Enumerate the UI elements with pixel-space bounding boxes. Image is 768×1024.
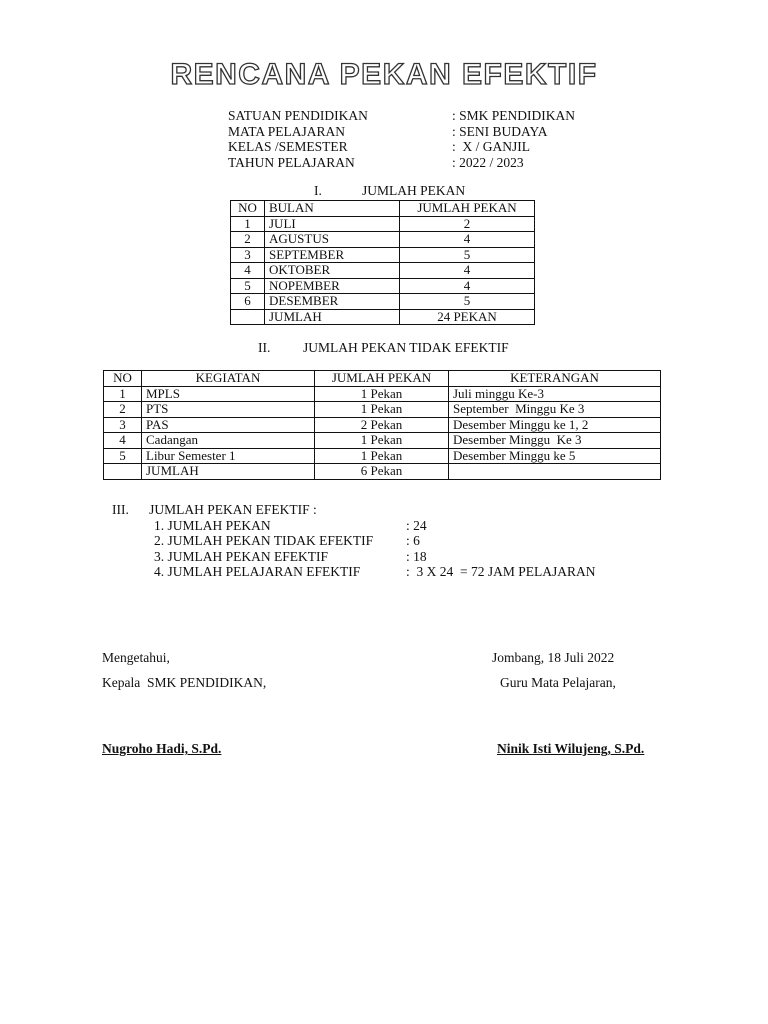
table-row — [104, 433, 661, 449]
cell-jumlah: 1 Pekan — [315, 386, 449, 402]
cell-bulan: AGUSTUS — [265, 232, 400, 248]
signature-right-line1: Jombang, 18 Juli 2022 — [492, 650, 615, 665]
cell-keterangan: Desember Minggu ke 5 — [449, 448, 661, 464]
cell-empty — [449, 464, 661, 480]
cell-no: 2 — [104, 402, 142, 418]
cell-keterangan: Desember Minggu Ke 3 — [449, 433, 661, 449]
cell-bulan: NOPEMBER — [265, 278, 400, 294]
cell-no: 3 — [231, 247, 265, 263]
header-jumlah-pekan: JUMLAH PEKAN — [400, 201, 535, 217]
cell-no: 4 — [231, 263, 265, 279]
info-value: : SMK PENDIDIKAN — [452, 108, 576, 123]
cell-jumlah: 1 Pekan — [315, 402, 449, 418]
total-label: JUMLAH — [265, 309, 400, 325]
identity-block — [228, 108, 576, 170]
info-value: : X / GANJIL — [452, 139, 530, 154]
header-no: NO — [104, 371, 142, 387]
total-value: 24 PEKAN — [400, 309, 535, 325]
cell-jumlah: 5 — [400, 294, 535, 310]
cell-no: 4 — [104, 433, 142, 449]
table-total-row — [104, 464, 661, 480]
cell-keterangan: September Minggu Ke 3 — [449, 402, 661, 418]
section-2-number: II. — [258, 340, 271, 355]
table-row — [231, 216, 535, 232]
header-keterangan: KETERANGAN — [449, 371, 661, 387]
info-label: TAHUN PELAJARAN — [228, 154, 355, 170]
table-header-row — [231, 201, 535, 217]
info-value: : SENI BUDAYA — [452, 123, 548, 139]
pekan-efektif-section — [112, 502, 596, 580]
table-row — [231, 294, 535, 310]
efektif-item — [154, 564, 596, 580]
efektif-item — [154, 517, 427, 534]
info-value: : 2022 / 2023 — [452, 154, 524, 170]
cell-jumlah: 4 — [400, 278, 535, 294]
efektif-item — [154, 533, 420, 549]
cell-no: 6 — [231, 294, 265, 310]
cell-bulan: DESEMBER — [265, 294, 400, 310]
item-value: : 18 — [406, 548, 427, 564]
info-row-kelas — [228, 139, 530, 155]
table-row — [231, 263, 535, 279]
document-title: RENCANA PEKAN EFEKTIF — [170, 58, 598, 91]
cell-jumlah: 2 Pekan — [315, 417, 449, 433]
cell-jumlah: 1 Pekan — [315, 448, 449, 464]
signature-left-line2: Kepala SMK PENDIDIKAN, — [102, 675, 267, 690]
item-value: : 3 X 24 = 72 JAM PELAJARAN — [406, 564, 596, 579]
section-2-title: JUMLAH PEKAN TIDAK EFEKTIF — [303, 340, 509, 355]
item-label: 3. JUMLAH PEKAN EFEKTIF — [154, 548, 329, 564]
efektif-item — [154, 548, 427, 565]
info-row-satuan — [228, 108, 576, 124]
cell-bulan: JULI — [265, 216, 400, 232]
info-label: SATUAN PENDIDIKAN — [228, 108, 368, 123]
cell-bulan: OKTOBER — [265, 263, 400, 279]
table-row — [104, 402, 661, 418]
table-row — [231, 278, 535, 294]
cell-no: 1 — [104, 386, 142, 402]
header-jumlah-pekan: JUMLAH PEKAN — [315, 371, 449, 387]
cell-kegiatan: PAS — [142, 417, 315, 433]
cell-bulan: SEPTEMBER — [265, 247, 400, 263]
cell-keterangan: Desember Minggu ke 1, 2 — [449, 417, 661, 433]
info-label: MATA PELAJARAN — [228, 123, 346, 139]
cell-empty — [104, 464, 142, 480]
total-label: JUMLAH — [142, 464, 315, 480]
cell-jumlah: 4 — [400, 263, 535, 279]
header-kegiatan: KEGIATAN — [142, 371, 315, 387]
cell-no: 3 — [104, 417, 142, 433]
signature-right-name: Ninik Isti Wilujeng, S.Pd. — [497, 741, 645, 756]
info-row-tahun — [228, 154, 524, 171]
header-bulan: BULAN — [265, 201, 400, 217]
header-no: NO — [231, 201, 265, 217]
item-label: 1. JUMLAH PEKAN — [154, 517, 271, 533]
table-row — [104, 417, 661, 433]
section-1-number: I. — [314, 183, 322, 198]
total-value: 6 Pekan — [315, 464, 449, 480]
cell-no: 5 — [231, 278, 265, 294]
cell-kegiatan: Cadangan — [142, 433, 315, 449]
jumlah-pekan-table — [230, 200, 535, 325]
item-value: : 6 — [406, 533, 420, 548]
table-row — [231, 232, 535, 248]
item-label: 2. JUMLAH PEKAN TIDAK EFEKTIF — [154, 533, 374, 548]
signature-left-line1: Mengetahui, — [102, 650, 170, 665]
table-row — [231, 247, 535, 263]
cell-empty — [231, 309, 265, 325]
section-1-title: JUMLAH PEKAN — [362, 183, 466, 198]
cell-jumlah: 2 — [400, 216, 535, 232]
pekan-tidak-efektif-table — [103, 370, 661, 480]
table-row — [104, 386, 661, 402]
cell-no: 1 — [231, 216, 265, 232]
item-value: : 24 — [406, 517, 427, 533]
cell-kegiatan: Libur Semester 1 — [142, 448, 315, 464]
cell-jumlah: 1 Pekan — [315, 433, 449, 449]
table-row — [104, 448, 661, 464]
info-label: KELAS /SEMESTER — [228, 139, 348, 154]
cell-jumlah: 4 — [400, 232, 535, 248]
table-header-row — [104, 371, 661, 387]
signature-left-name: Nugroho Hadi, S.Pd. — [102, 741, 222, 756]
cell-no: 2 — [231, 232, 265, 248]
item-label: 4. JUMLAH PELAJARAN EFEKTIF — [154, 564, 361, 579]
info-row-mapel — [228, 123, 548, 140]
section-3-heading — [112, 502, 373, 518]
signature-right-line2: Guru Mata Pelajaran, — [500, 675, 616, 690]
cell-kegiatan: PTS — [142, 402, 315, 418]
cell-keterangan: Juli minggu Ke-3 — [449, 386, 661, 402]
section-3-title: JUMLAH PEKAN EFEKTIF : — [149, 502, 317, 517]
cell-kegiatan: MPLS — [142, 386, 315, 402]
table-total-row — [231, 309, 535, 325]
cell-no: 5 — [104, 448, 142, 464]
section-3-number: III. — [112, 502, 129, 517]
cell-jumlah: 5 — [400, 247, 535, 263]
